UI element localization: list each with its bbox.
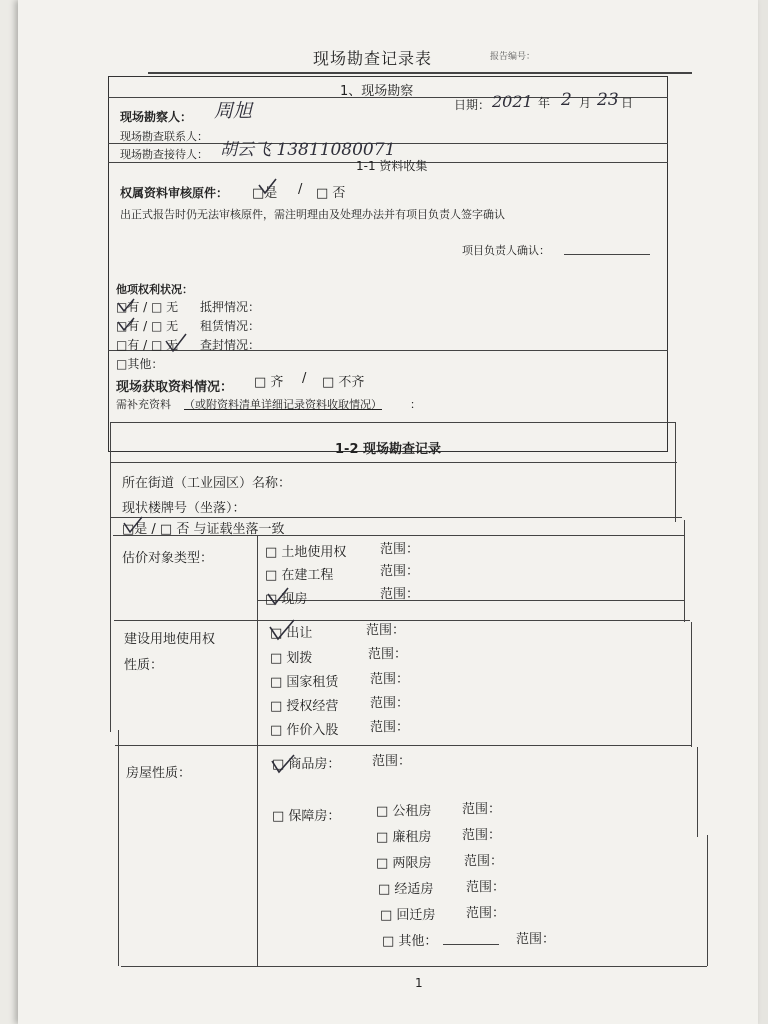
onsite-separator: / — [302, 371, 307, 386]
price-limited-option[interactable]: □ 两限房 — [376, 856, 432, 871]
divider — [257, 600, 684, 601]
checkmark-icon — [164, 332, 188, 354]
onsite-materials-label: 现场获取资料情况： — [116, 380, 234, 395]
object-type-existing-range: 范围： — [380, 587, 420, 602]
other-affordable-range: 范围： — [516, 932, 556, 947]
date-label: 日期： — [454, 98, 491, 112]
date-day-value: 23 — [597, 90, 619, 110]
land-use-label-line2: 性质： — [124, 658, 164, 673]
relocation-housing-range: 范围： — [466, 906, 506, 921]
supplement-label: 需补充资料 — [116, 398, 171, 411]
date-year-unit: 年 — [538, 96, 551, 110]
other-affordable-option[interactable] — [382, 930, 505, 949]
checkmark-icon — [116, 315, 138, 335]
seizure-option[interactable]: □有 / □ 无 — [116, 338, 179, 352]
price-limited-range: 范围： — [464, 854, 504, 869]
section-1-1-title: 1-1 资料收集 — [356, 159, 428, 173]
inspector-signature: 周旭 — [214, 100, 253, 122]
object-type-construction[interactable]: □ 在建工程 — [265, 568, 334, 583]
header-rule — [148, 72, 692, 74]
project-manager-confirm-line[interactable] — [564, 244, 650, 255]
date-day-unit: 日 — [621, 96, 634, 110]
ownership-review-label: 权属资料审核原件： — [120, 186, 229, 200]
commercial-house-option[interactable]: □ 商品房： — [272, 757, 341, 772]
economy-housing-option[interactable]: □ 经适房 — [378, 882, 434, 897]
land-use-equity-range: 范围： — [370, 720, 410, 735]
ownership-no-option[interactable]: □ 否 — [316, 186, 346, 201]
date-month-value: 2 — [561, 90, 572, 110]
commercial-house-range: 范围： — [372, 754, 412, 769]
column-divider — [257, 536, 258, 966]
land-use-transfer[interactable]: □ 出让 — [270, 626, 313, 641]
inspector-label: 现场勘察人： — [120, 110, 193, 124]
object-type-land-range: 范围： — [380, 542, 420, 557]
section-1-title: 1、现场勘察 — [340, 84, 414, 99]
contact-label: 现场勘查联系人： — [120, 130, 208, 143]
mortgage-option[interactable]: □有 / □ 无 — [116, 300, 179, 314]
street-label: 所在街道（工业园区）名称： — [122, 476, 292, 491]
relocation-housing-option[interactable]: □ 回迁房 — [380, 908, 436, 923]
divider — [115, 745, 692, 746]
form-title: 现场勘查记录表 — [313, 49, 433, 68]
checkmark-icon — [268, 618, 296, 642]
supplement-note: （或附资料清单详细记录资料收取情况） — [184, 398, 382, 411]
divider — [110, 422, 675, 423]
public-rental-range: 范围： — [462, 802, 502, 817]
mortgage-label: 抵押情况： — [200, 300, 261, 314]
economy-housing-range: 范围： — [466, 880, 506, 895]
land-use-authorized-range: 范围： — [370, 696, 410, 711]
public-rental-option[interactable]: □ 公租房 — [376, 804, 432, 819]
land-use-equity[interactable]: □ 作价入股 — [270, 723, 339, 738]
table-left-border — [118, 730, 119, 966]
house-nature-label: 房屋性质： — [126, 766, 192, 781]
land-use-label-line1: 建设用地使用权 — [124, 632, 216, 647]
date-month-unit: 月 — [579, 96, 592, 110]
land-use-allocation[interactable]: □ 划拨 — [270, 651, 313, 666]
lease-label: 租赁情况： — [200, 319, 261, 333]
affordable-house-option[interactable]: □ 保障房： — [272, 809, 341, 824]
ownership-note: 出正式报告时仍无法审核原件，需注明理由及处理办法并有项目负责人签字确认 — [120, 208, 505, 221]
divider — [121, 966, 707, 967]
table-left-border — [110, 422, 111, 732]
report-number-label: 报告编号： — [490, 52, 536, 62]
land-use-authorized[interactable]: □ 授权经营 — [270, 699, 339, 714]
other-rights-option[interactable]: □其他： — [116, 357, 164, 371]
checkmark-icon — [116, 296, 138, 316]
onsite-full-option[interactable]: □ 齐 — [254, 375, 284, 390]
divider — [108, 350, 668, 351]
checkmark-icon — [256, 176, 278, 198]
lease-option[interactable]: □有 / □ 无 — [116, 319, 179, 333]
other-affordable-label: □ 其他： — [382, 934, 438, 949]
receiver-handwriting: 胡云飞 13811080071 — [220, 140, 396, 160]
land-use-state-lease[interactable]: □ 国家租赁 — [270, 675, 339, 690]
seizure-label: 查封情况： — [200, 338, 261, 352]
ownership-yes-option[interactable]: □是 — [252, 186, 278, 201]
page-number: 1 — [415, 976, 423, 990]
checkmark-icon — [270, 752, 296, 776]
land-use-state-lease-range: 范围： — [370, 672, 410, 687]
table-right-border — [675, 422, 676, 522]
low-rent-option[interactable]: □ 廉租房 — [376, 830, 432, 845]
supplement-colon: ： — [410, 398, 421, 411]
table-right-border — [707, 835, 708, 966]
checkmark-icon — [122, 514, 144, 536]
onsite-incomplete-option[interactable]: □ 不齐 — [322, 375, 365, 390]
object-type-label: 估价对象类型： — [122, 551, 214, 566]
low-rent-range: 范围： — [462, 828, 502, 843]
date-year-value: 2021 — [492, 92, 533, 111]
land-use-transfer-range: 范围： — [366, 623, 406, 638]
ownership-separator: / — [298, 182, 303, 197]
object-type-land[interactable]: □ 土地使用权 — [265, 545, 347, 560]
object-type-existing-house[interactable]: □ 现房 — [265, 592, 308, 607]
project-manager-confirm-label: 项目负责人确认： — [462, 244, 550, 257]
receiver-label: 现场勘查接待人： — [120, 148, 208, 161]
checkmark-icon — [266, 585, 290, 607]
other-rights-label: 他项权利状况： — [116, 283, 193, 296]
table-right-border — [697, 747, 698, 837]
plate-label: 现状楼牌号（坐落）： — [122, 501, 246, 516]
land-use-allocation-range: 范围： — [368, 647, 408, 662]
object-type-construction-range: 范围： — [380, 564, 420, 579]
divider — [110, 462, 677, 463]
table-right-border — [684, 520, 685, 622]
other-affordable-blank[interactable] — [443, 932, 499, 945]
table-right-border — [691, 622, 692, 747]
location-consistent-option[interactable]: □是 / □ 否 与证载坐落一致 — [122, 522, 285, 537]
section-1-2-title: 1-2 现场勘查记录 — [335, 442, 442, 457]
